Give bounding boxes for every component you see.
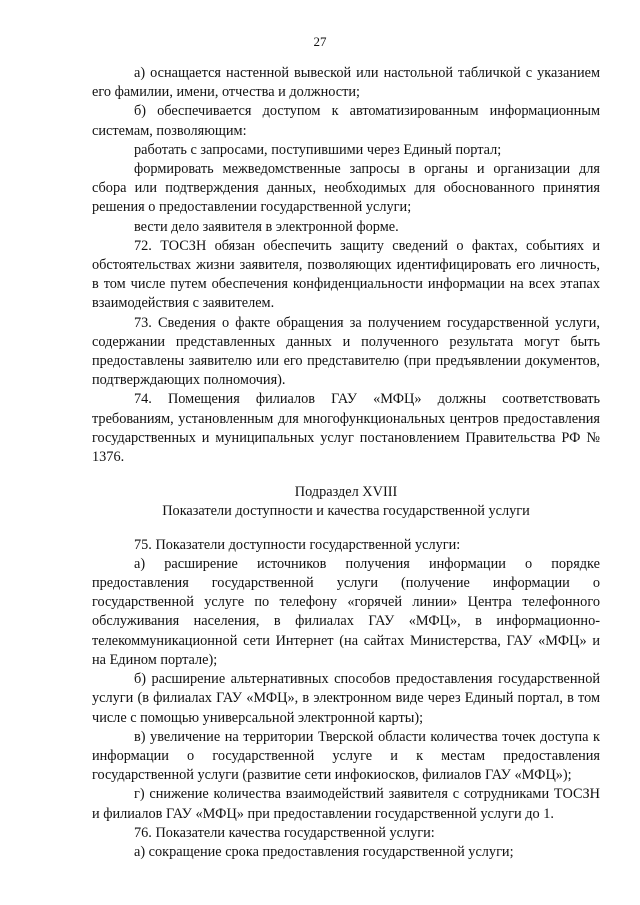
paragraph: формировать межведомственные запросы в органы и организации для сбора или подтверждения данных, необходимых для обоснованного принятия решения о предоставлении государственной услуги; <box>92 161 600 216</box>
section-label: Подраздел XVIII <box>294 484 398 501</box>
paragraph: а) оснащается настенной вывеской или настольной табличкой с указанием его фамилии, имени, отчества и должности; <box>92 65 600 101</box>
paragraph: 76. Показатели качества государственной услуги: <box>134 824 435 841</box>
section-heading <box>92 483 600 521</box>
paragraph: 74. Помещения филиалов ГАУ «МФЦ» должны соответствовать требованиям, установленным для многофункциональных центров предоставления государственных и муниципальных услуг постановлением Правительства РФ № 1376. <box>92 391 600 466</box>
section-title: Показатели доступности и качества государственной услуги <box>162 503 530 520</box>
paragraph: 72. ТОСЗН обязан обеспечить защиту сведений о фактах, событиях и обстоятельствах жизни заявителя, позволяющих идентифицировать его личность, в том числе путем обеспечения конфиденциальности информации на всех этапах взаимодействия с заявителем. <box>92 237 600 312</box>
paragraph: а) сокращение срока предоставления государственной услуги; <box>134 843 514 860</box>
paragraph: 73. Сведения о факте обращения за получением государственной услуги, содержании представленных данных и полученного результата могут быть предоставлены заявителю или его представителю (при предъявлении документов, подтверждающих полномочия). <box>92 314 600 389</box>
paragraph: б) расширение альтернативных способов предоставления государственной услуги (в филиалах ГАУ «МФЦ», в электронном виде через Единый портал, в том числе с помощью универсальной электронной карты); <box>92 671 600 726</box>
paragraph: а) расширение источников получения информации о порядке предоставления государственной услуги (получение информации о государственной услуге по телефону «горячей линии» Центра телефонного обслуживания населения, в филиалах ГАУ «МФЦ», в информационно-телекоммуникационной сети Интернет (на сайтах Министерства, ГАУ «МФЦ» и на Едином портале); <box>92 555 600 668</box>
paragraph: в) увеличение на территории Тверской области количества точек доступа к информации о государственной услуге и к местам предоставления государственной услуги (развитие сети инфокиосков, филиалов ГАУ «МФЦ»); <box>92 728 600 784</box>
paragraph: б) обеспечивается доступом к автоматизированным информационным системам, позволяющим: <box>92 103 600 139</box>
paragraph: вести дело заявителя в электронной форме. <box>134 218 399 235</box>
paragraph: работать с запросами, поступившими через Единый портал; <box>134 141 502 158</box>
paragraph: 75. Показатели доступности государственной услуги: <box>134 536 461 553</box>
page-number: 27 <box>313 34 327 49</box>
paragraph: г) снижение количества взаимодействий заявителя с сотрудниками ТОСЗН и филиалов ГАУ «МФЦ» при предоставлении государственной услуги до 1. <box>92 786 600 822</box>
document-body <box>92 64 600 862</box>
